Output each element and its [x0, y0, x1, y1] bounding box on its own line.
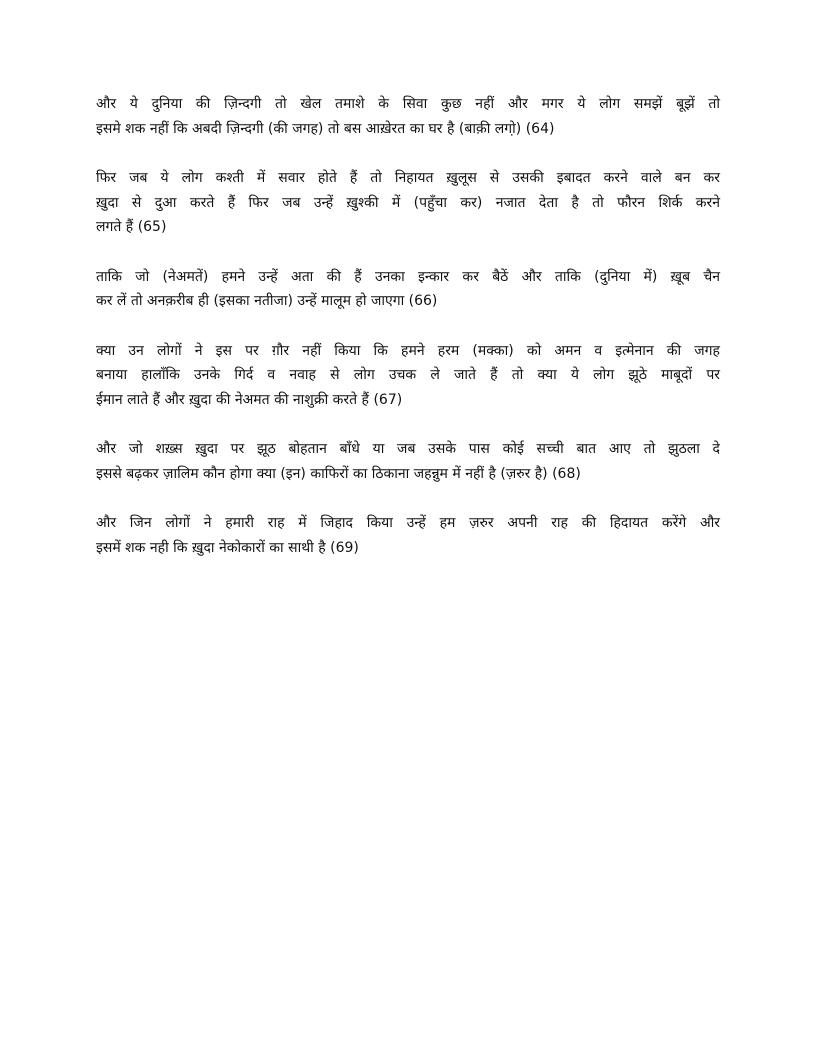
text-line: ताकि जो (नेअमतें) हमने उन्हें अता की हैं उनका इन्कार कर बैठें और ताकि (दुनिया में) ख़ूब चैन — [96, 268, 720, 285]
verse-67-paragraph — [96, 339, 720, 413]
text-line: कर लें तो अनक़रीब ही (इसका नतीजा) उन्हें मालूम हो जाएगा (66) — [96, 293, 438, 309]
text-line: इससे बढ़कर ज़ालिम कौन होगा क्या (इन) काफिरों का ठिकाना जहन्नुम में नहीं है (ज़रुर है) (68) — [96, 465, 581, 482]
text-line: ईमान लाते हैं और ख़ुदा की नेअमत की नाशुक्री करते हैं (67) — [96, 391, 403, 408]
document-page — [96, 92, 720, 585]
text-line: इसमे शक नहीं कि अबदी ज़िन्दगी (की जगह) तो बस आख़ेरत का घर है (बाक़ी लगो़) (64) — [96, 120, 555, 137]
verse-64-paragraph — [96, 92, 720, 141]
verse-68-paragraph — [96, 437, 720, 486]
text-line: लगते हैं (65) — [96, 219, 167, 235]
text-line: ख़ुदा से दुआ करते हैं फिर जब उन्हें ख़ुश्की में (पहुँचा कर) नजात देता है तो फौरन शिर्क करने — [96, 194, 720, 211]
text-line: और जिन लोगों ने हमारी राह में जिहाद किया उन्हें हम ज़रुर अपनी राह की हिदायत करेंगे और — [96, 515, 720, 531]
verse-66-paragraph — [96, 265, 720, 314]
text-line: बनाया हालाँकि उनके गिर्द व नवाह से लोग उचक ले जाते हैं तो क्या ये लोग झूठे माबूदों पर — [96, 367, 720, 383]
text-line: इसमें शक नही कि ख़ुदा नेकोकारों का साथी है (69) — [96, 539, 359, 556]
verse-69-paragraph — [96, 511, 720, 560]
text-line: और ये दुनिया की ज़िन्दगी तो खेल तमाशे के सिवा कुछ नहीं और मगर ये लोग समझें बूझें तो — [96, 96, 720, 112]
text-line: फिर जब ये लोग कश्ती में सवार होते हैं तो निहायत ख़ुलूस से उसकी इबादत करने वाले बन कर — [96, 170, 720, 186]
text-line: और जो शख़्स ख़ुदा पर झूठ बोहतान बाँधे या जब उसके पास कोई सच्ची बात आए तो झुठला दे — [96, 441, 720, 457]
text-line: क्या उन लोगों ने इस पर ग़ौर नहीं किया कि हमने हरम (मक्का) को अमन व इत्मेनान की जगह — [96, 342, 720, 359]
verse-65-paragraph — [96, 166, 720, 240]
